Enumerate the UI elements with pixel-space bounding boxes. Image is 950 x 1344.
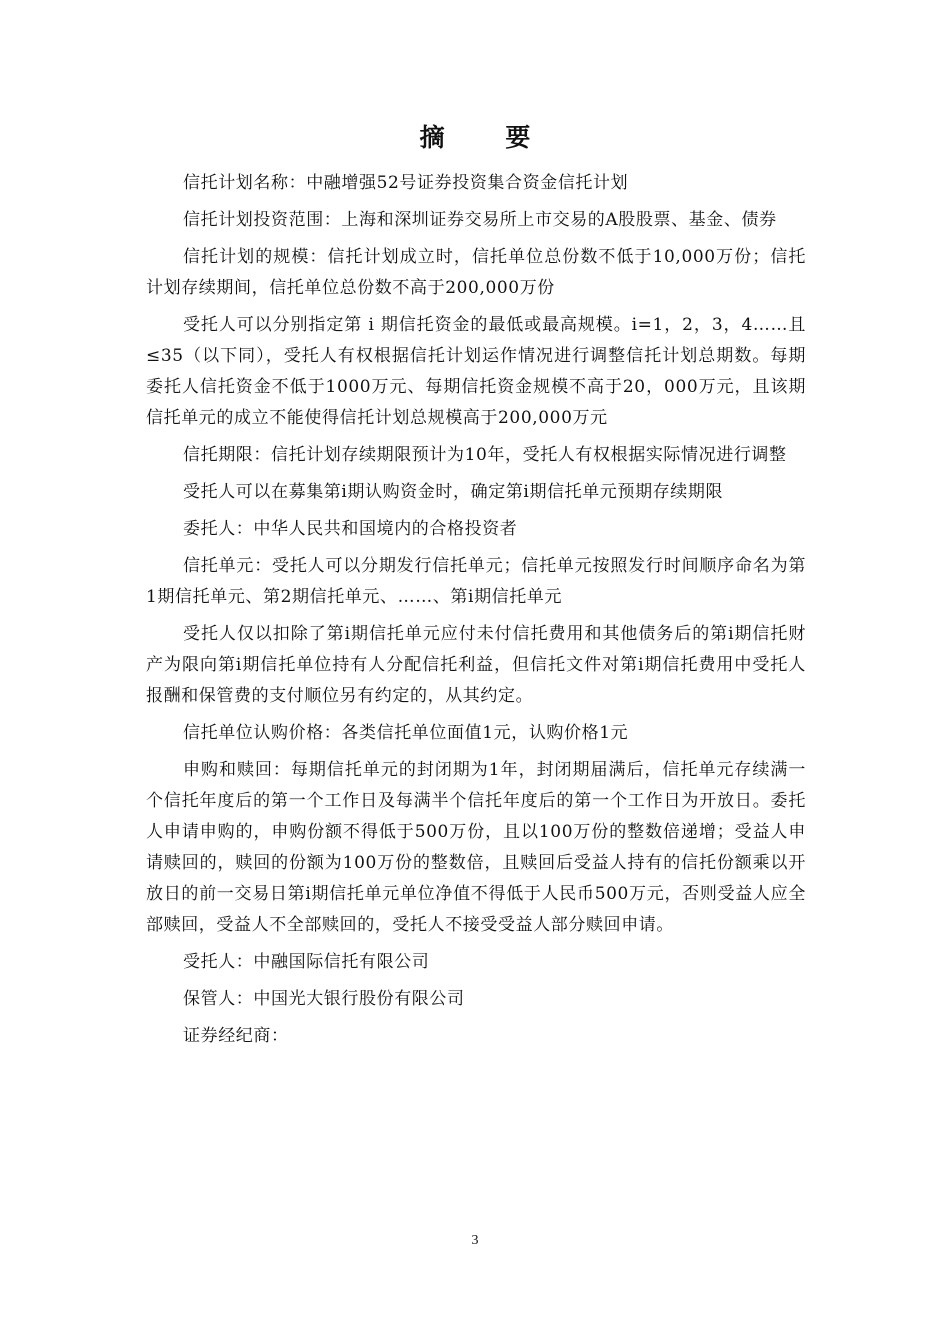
paragraph-tranche-term: 受托人可以在募集第i期认购资金时，确定第i期信托单元预期存续期限 [183, 482, 724, 502]
paragraph-plan-name: 信托计划名称：中融增强52号证券投资集合资金信托计划 [183, 173, 629, 193]
paragraph-purchase-redemption: 申购和赎回：每期信托单元的封闭期为1年，封闭期届满后，信托单元存续满一个信托年度后的第一个工作日及每满半个信托年度后的第一个工作日为开放日。委托人申请申购的，申购份额不得低于500万份，且以100万份的整数倍递增；受益人申请赎回的，赎回的份额为100万份的整数倍，且赎回后受益人持有的信托份额乘以开放日的前一交易日第i期信托单元单位净值不得低于人民币500万元，否则受益人应全部赎回，受益人不全部赎回的，受托人不接受受益人部分赎回申请。 [146, 760, 806, 935]
paragraph-investment-scope: 信托计划投资范围：上海和深圳证券交易所上市交易的A股股票、基金、债券 [183, 210, 777, 230]
paragraph-plan-scale: 信托计划的规模：信托计划成立时，信托单位总份数不低于10,000万份；信托计划存续期间，信托单位总份数不高于200,000万份 [146, 247, 806, 298]
paragraph-distribution: 受托人仅以扣除了第i期信托单元应付未付信托费用和其他债务后的第i期信托财产为限向第i期信托单位持有人分配信托利益，但信托文件对第i期信托费用中受托人报酬和保管费的支付顺位另有约定的，从其约定。 [146, 624, 806, 706]
document-title: 摘 要 [419, 123, 557, 152]
document-body [146, 168, 806, 1058]
paragraph-subscription-price: 信托单位认购价格：各类信托单位面值1元，认购价格1元 [183, 723, 629, 743]
paragraph-trustee: 受托人：中融国际信托有限公司 [183, 952, 430, 972]
paragraph-trust-term: 信托期限：信托计划存续期限预计为10年，受托人有权根据实际情况进行调整 [183, 445, 787, 465]
paragraph-broker: 证券经纪商： [183, 1026, 289, 1046]
paragraph-tranche-scale: 受托人可以分别指定第 i 期信托资金的最低或最高规模。i=1，2，3，4……且≤35（以下同），受托人有权根据信托计划运作情况进行调整信托计划总期数。每期委托人信托资金不低于1000万元、每期信托资金规模不高于20，000万元，且该期信托单元的成立不能使得信托计划总规模高于200,000万元 [146, 315, 806, 428]
paragraph-trust-units: 信托单元：受托人可以分期发行信托单元；信托单元按照发行时间顺序命名为第1期信托单元、第2期信托单元、……、第i期信托单元 [146, 556, 806, 607]
paragraph-custodian: 保管人：中国光大银行股份有限公司 [183, 989, 465, 1009]
page-number: 3 [471, 1233, 479, 1248]
paragraph-settlor: 委托人：中华人民共和国境内的合格投资者 [183, 519, 518, 539]
